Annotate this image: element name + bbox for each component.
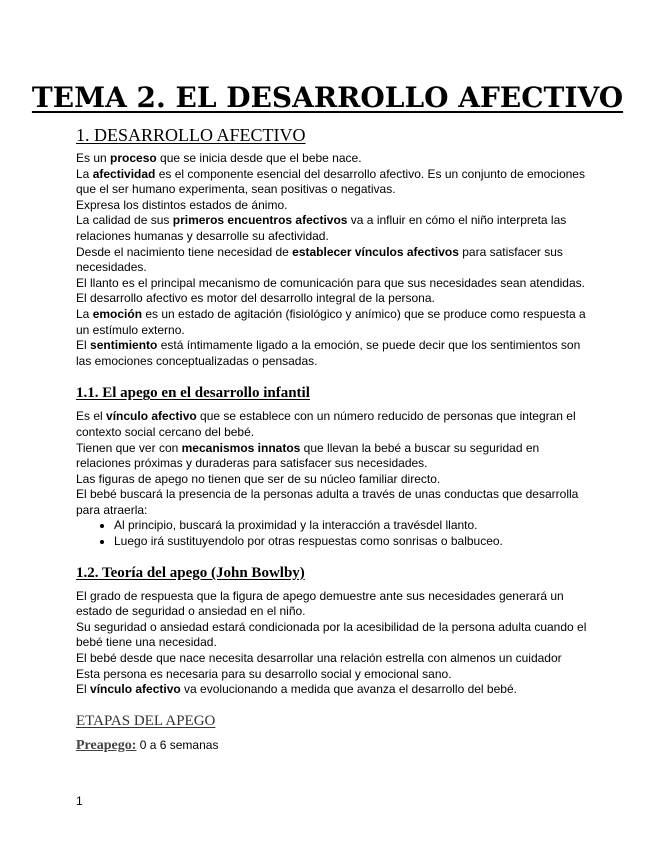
section-1-heading: 1. DESARROLLO AFECTIVO: [76, 125, 306, 145]
paragraph: Expresa los distintos estados de ánimo.: [76, 197, 288, 212]
paragraph: El llanto es el principal mecanismo de comunicación para que sus necesidades sean atendidas.: [76, 275, 585, 290]
paragraph: El bebé desde que nace necesita desarrollar una relación estrella con almenos un cuidador: [76, 651, 562, 666]
paragraph: Las figuras de apego no tienen que ser de su núcleo familiar directo.: [76, 471, 441, 486]
preapego-text: 0 a 6 semanas: [136, 737, 219, 752]
paragraph: La afectividad es el componente esencial del desarrollo afectivo. Es un conjunto de emociones que el ser humano experimenta, sean positivas o negativas.: [76, 166, 585, 197]
bullet-item: • Luego irá sustituyendolo por otras respuestas como sonrisas o balbuceo.: [114, 534, 591, 550]
document-content: [76, 124, 591, 756]
paragraph: La calidad de sus primeros encuentros afectivos va a influir en cómo el niño interpreta las relaciones humanas y desarrolle su afectividad.: [76, 213, 567, 243]
paragraph: El bebé buscará la presencia de la personas adulta a través de unas conductas que desarrolla para atraerla:: [76, 487, 579, 517]
etapas-heading: ETAPAS DEL APEGO: [76, 712, 216, 729]
paragraph: El vínculo afectivo va evolucionando a medida que avanza el desarrollo del bebé.: [76, 682, 517, 697]
paragraph: El desarrollo afectivo es motor del desarrollo integral de la persona.: [76, 291, 435, 306]
section-1-1-body: [76, 409, 591, 518]
bullet-item: • Al principio, buscará la proximidad y la interacción a travésdel llanto.: [114, 518, 591, 534]
preapego-line: [76, 735, 591, 756]
paragraph: Desde el nacimiento tiene necesidad de establecer vínculos afectivos para satisfacer sus necesidades.: [76, 244, 563, 275]
section-1-body: [76, 151, 591, 369]
section-1-1-heading: 1.1. El apego en el desarrollo infantil: [76, 385, 310, 402]
paragraph: Tienen que ver con mecanismos innatos que llevan la bebé a buscar su seguridad en relaciones próximas y duraderas para satisfacer sus necesidades.: [76, 440, 540, 471]
page-number: 1: [76, 794, 83, 808]
document-title: TEMA 2. EL DESARROLLO AFECTIVO: [31, 81, 624, 114]
section-1-2-heading: 1.2. Teoría del apego (John Bowlby): [76, 564, 305, 581]
preapego-label: Preapego:: [76, 737, 137, 753]
paragraph: Es un proceso que se inicia desde que el bebe nace.: [76, 151, 362, 165]
section-1-1-bullets: [76, 518, 591, 549]
paragraph: El grado de respuesta que la figura de apego demuestre ante sus necesidades generará un estado de seguridad o ansiedad en el niño.: [76, 588, 564, 619]
paragraph: La emoción es un estado de agitación (fisiológico y anímico) que se produce como respuesta a un estímulo externo.: [76, 306, 586, 337]
paragraph: Su seguridad o ansiedad estará condicionada por la acesibilidad de la persona adulta cuando el bebé tiene una necesidad.: [76, 619, 587, 650]
paragraph: Es el vínculo afectivo que se establece con un número reducido de personas que integran el contexto social cercano del bebé.: [76, 409, 576, 439]
paragraph: Esta persona es necesaria para su desarrollo social y emocional sano.: [76, 666, 452, 681]
section-1-2-body: [76, 589, 591, 698]
paragraph: El sentimiento está íntimamente ligado a la emoción, se puede decir que los sentimientos son las emociones conceptualizadas o pensadas.: [76, 338, 581, 368]
